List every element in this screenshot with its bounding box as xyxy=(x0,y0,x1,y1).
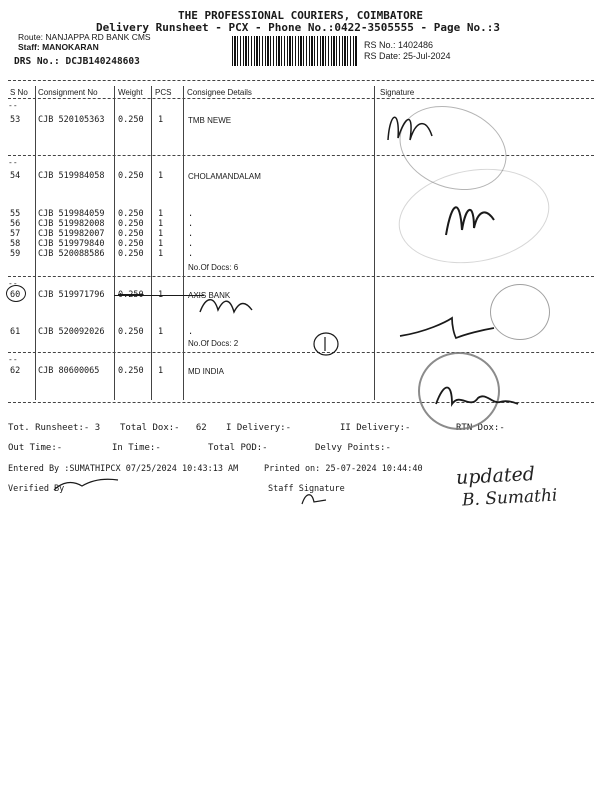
signature-mark xyxy=(430,374,520,416)
row-consignment: CJB 80600065 xyxy=(38,366,100,376)
row-separator xyxy=(8,276,594,277)
row-consignee: MD INDIA xyxy=(188,367,224,376)
handwritten-updated: updated xyxy=(455,462,536,490)
row-separator xyxy=(8,352,594,353)
row-consignment: CJB 520092026 xyxy=(38,327,105,337)
row-sno: 54 xyxy=(10,171,21,181)
row-weight: 0.250 xyxy=(118,366,144,376)
row-consignment: CJB 519982008 xyxy=(38,219,105,229)
entered-by: Entered By :SUMATHIPCX 07/25/2024 10:43:13 AM xyxy=(8,464,239,474)
drs-number: DRS No.: DCJB140248603 xyxy=(14,56,140,67)
row-consignee: . xyxy=(188,229,194,239)
row-pcs: 1 xyxy=(158,115,164,125)
handwritten-name: B. Sumathi xyxy=(461,485,558,511)
row-pcs: 1 xyxy=(158,239,164,249)
row-consignee: TMB NEWE xyxy=(188,116,232,125)
row-weight: 0.250 xyxy=(118,115,144,125)
row-consignment: CJB 519984059 xyxy=(38,209,105,219)
table-top-rule xyxy=(8,80,594,81)
dash-marker: -- xyxy=(8,279,18,288)
signature-mark xyxy=(52,476,122,494)
row-pcs: 1 xyxy=(158,327,164,337)
signature-mark xyxy=(440,190,500,240)
col-header-consignee: Consignee Details xyxy=(187,88,252,97)
row-consignment: CJB 520088586 xyxy=(38,249,105,259)
printed-on: Printed on: 25-07-2024 10:44:40 xyxy=(264,464,423,474)
row-pcs: 1 xyxy=(158,219,164,229)
bank-stamp xyxy=(490,284,550,340)
total-runsheet: Tot. Runsheet:- 3 xyxy=(8,423,101,433)
row-consignee: . xyxy=(188,209,194,219)
row-pcs: 1 xyxy=(158,171,164,181)
row-consignment: CJB 519982007 xyxy=(38,229,105,239)
row-weight: 0.250 xyxy=(118,327,144,337)
docs-count: No.Of Docs: 2 xyxy=(188,339,239,348)
verified-by: Verified By xyxy=(8,484,65,494)
i-delivery: I Delivery:- xyxy=(226,423,292,433)
row-sno: 59 xyxy=(10,249,21,259)
ii-delivery: II Delivery:- xyxy=(340,423,411,433)
row-pcs: 1 xyxy=(158,290,164,300)
row-weight: 0.250 xyxy=(118,229,144,239)
row-consignee: CHOLAMANDALAM xyxy=(188,172,261,181)
in-time: In Time:- xyxy=(112,443,161,453)
company-name: THE PROFESSIONAL COURIERS, COIMBATORE xyxy=(178,9,424,22)
route-label: Route: NANJAPPA RD BANK CMS xyxy=(18,32,151,42)
row-sno: 62 xyxy=(10,366,21,376)
row-consignment: CJB 519971796 xyxy=(38,290,105,300)
row-consignment: CJB 519984058 xyxy=(38,171,105,181)
row-pcs: 1 xyxy=(158,209,164,219)
row-sno: 57 xyxy=(10,229,21,239)
row-sno: 55 xyxy=(10,209,21,219)
row-consignee: . xyxy=(188,219,194,229)
row-weight: 0.250 xyxy=(118,239,144,249)
row-weight: 0.250 xyxy=(118,219,144,229)
row-pcs: 1 xyxy=(158,366,164,376)
col-header-consignment: Consignment No xyxy=(38,88,98,97)
row-sno: 61 xyxy=(10,327,21,337)
row-consignee: . xyxy=(188,327,194,337)
out-time: Out Time:- xyxy=(8,443,63,453)
total-dox: Total Dox:- 62 xyxy=(120,423,207,433)
signature-mark xyxy=(396,312,496,346)
col-header-weight: Weight xyxy=(118,88,143,97)
col-header-pcs: PCS xyxy=(155,88,172,97)
dash-marker: -- xyxy=(8,158,18,167)
circle-mark xyxy=(6,285,26,302)
total-pod: Total POD:- xyxy=(208,443,268,453)
row-consignee: . xyxy=(188,249,194,259)
row-sno: 58 xyxy=(10,239,21,249)
barcode-image xyxy=(232,36,358,66)
staff-signature-label: Staff Signature xyxy=(268,484,345,494)
row-weight: 0.250 xyxy=(118,209,144,219)
signature-mark xyxy=(196,292,256,320)
row-sno: 60 xyxy=(10,290,21,300)
row-consignment: CJB 519979840 xyxy=(38,239,105,249)
row-weight: 0.250 xyxy=(118,249,144,259)
col-header-sno: S No xyxy=(10,88,28,97)
row-consignment: CJB 520105363 xyxy=(38,115,105,125)
rs-number: RS No.: 1402486 xyxy=(364,40,434,50)
row-consignee: AXIS BANK xyxy=(188,291,231,300)
signature-mark xyxy=(380,100,440,150)
circled-mark xyxy=(312,330,340,358)
rtn-dox: RTN Dox:- xyxy=(456,423,505,433)
row-sno: 56 xyxy=(10,219,21,229)
docs-count: No.Of Docs: 6 xyxy=(188,263,239,272)
dash-marker: -- xyxy=(8,101,18,110)
dash-marker: -- xyxy=(8,355,18,364)
row-pcs: 1 xyxy=(158,229,164,239)
runsheet-title: Delivery Runsheet - PCX - Phone No.:0422-3505555 - Page No.:3 xyxy=(96,21,500,34)
strike-line xyxy=(114,295,204,296)
row-consignee: . xyxy=(188,239,194,249)
rs-date: RS Date: 25-Jul-2024 xyxy=(364,51,451,61)
row-weight: 0.250 xyxy=(118,171,144,181)
row-weight: 0.250 xyxy=(118,290,144,300)
row-pcs: 1 xyxy=(158,249,164,259)
signature-mark xyxy=(298,488,330,508)
delvy-points: Delvy Points:- xyxy=(315,443,391,453)
header-bottom-rule xyxy=(8,98,594,99)
staff-label: Staff: MANOKARAN xyxy=(18,42,99,52)
col-header-signature: Signature xyxy=(380,88,415,97)
row-sno: 53 xyxy=(10,115,21,125)
